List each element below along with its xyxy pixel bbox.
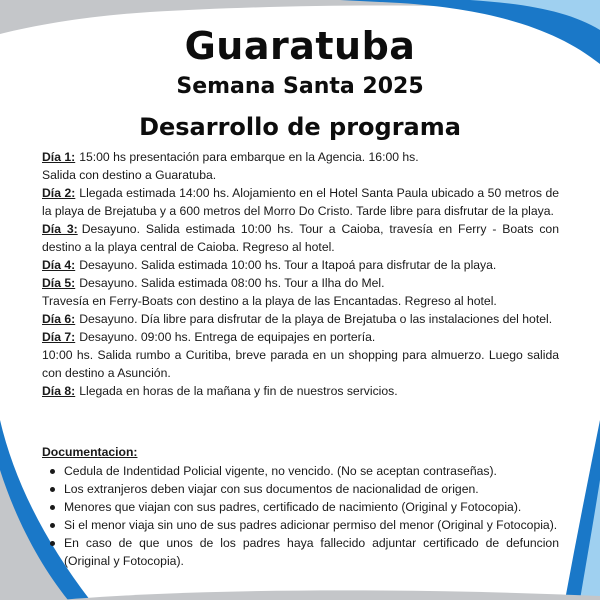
day-text: Desayuno. Día libre para disfrutar de la playa de Brejatuba o las instalaciones del hotel. [79,312,553,326]
day-text: 10:00 hs. Salida rumbo a Curitiba, breve parada en un shopping para almuerzo. Luego salida con destino a Asunción. [42,348,559,380]
documentation-item [42,480,559,498]
page-subtitle: Semana Santa 2025 [176,74,424,99]
day-label: Día 2: [42,186,76,200]
program-line [42,346,559,382]
program-line [42,310,559,328]
day-text: Desayuno. Salida estimada 08:00 hs. Tour a Ilha do Mel. [79,276,385,290]
day-text: Desayuno. Salida estimada 10:00 hs. Tour a Itapoá para disfrutar de la playa. [79,258,497,272]
bullet-icon [50,469,55,474]
day-label: Día 6: [42,312,76,326]
program-line [42,166,559,184]
program-line [42,184,559,220]
documentation-item-text: Menores que viajan con sus padres, certificado de nacimiento (Original y Fotocopia). [64,500,522,514]
documentation-item [42,498,559,516]
program-line [42,148,559,166]
documentation-item-text: Los extranjeros deben viajar con sus documentos de nacionalidad de origen. [64,482,479,496]
documentation-heading: Documentacion: [42,445,138,459]
day-text: Llegada estimada 14:00 hs. Alojamiento en el Hotel Santa Paula ubicado a 50 metros de la playa de Brejatuba y a 600 metros del Morro Do Cristo. Tarde libre para disfrutar de la playa. [42,186,559,218]
day-text: Llegada en horas de la mañana y fin de nuestros servicios. [79,384,398,398]
program-list [42,148,559,400]
day-text: Desayuno. Salida estimada 10:00 hs. Tour a Caioba, travesía en Ferry - Boats con destino a la playa central de Caioba. Regreso al hotel. [42,222,559,254]
section-title: Desarrollo de programa [139,113,461,141]
program-line [42,328,559,346]
day-label: Día 5: [42,276,76,290]
bullet-icon [50,505,55,510]
documentation-list [42,462,559,570]
documentation-item [42,462,559,480]
bullet-icon [50,541,55,546]
day-text: Travesía en Ferry-Boats con destino a la playa de las Encantadas. Regreso al hotel. [42,294,497,308]
day-label: Día 8: [42,384,76,398]
documentation-section [42,443,559,570]
day-label: Día 7: [42,330,76,344]
program-line [42,382,559,400]
day-label: Día 1: [42,150,76,164]
program-line [42,274,559,292]
page-title: Guaratuba [184,24,416,68]
day-label: Día 3: [42,222,78,236]
program-line [42,292,559,310]
day-text: Salida con destino a Guaratuba. [42,168,217,182]
program-line [42,220,559,256]
documentation-item-text: En caso de que unos de los padres haya fallecido adjuntar certificado de defuncion (Original y Fotocopia). [64,536,559,568]
documentation-item [42,534,559,570]
bullet-icon [50,523,55,528]
day-label: Día 4: [42,258,76,272]
documentation-item-text: Cedula de Indentidad Policial vigente, no vencido. (No se aceptan contraseñas). [64,464,497,478]
day-text: 15:00 hs presentación para embarque en la Agencia. 16:00 hs. [79,150,419,164]
bullet-icon [50,487,55,492]
documentation-item-text: Si el menor viaja sin uno de sus padres adicionar permiso del menor (Original y Fotocopia). [64,518,558,532]
documentation-item [42,516,559,534]
day-text: Desayuno. 09:00 hs. Entrega de equipajes en portería. [79,330,376,344]
program-line [42,256,559,274]
